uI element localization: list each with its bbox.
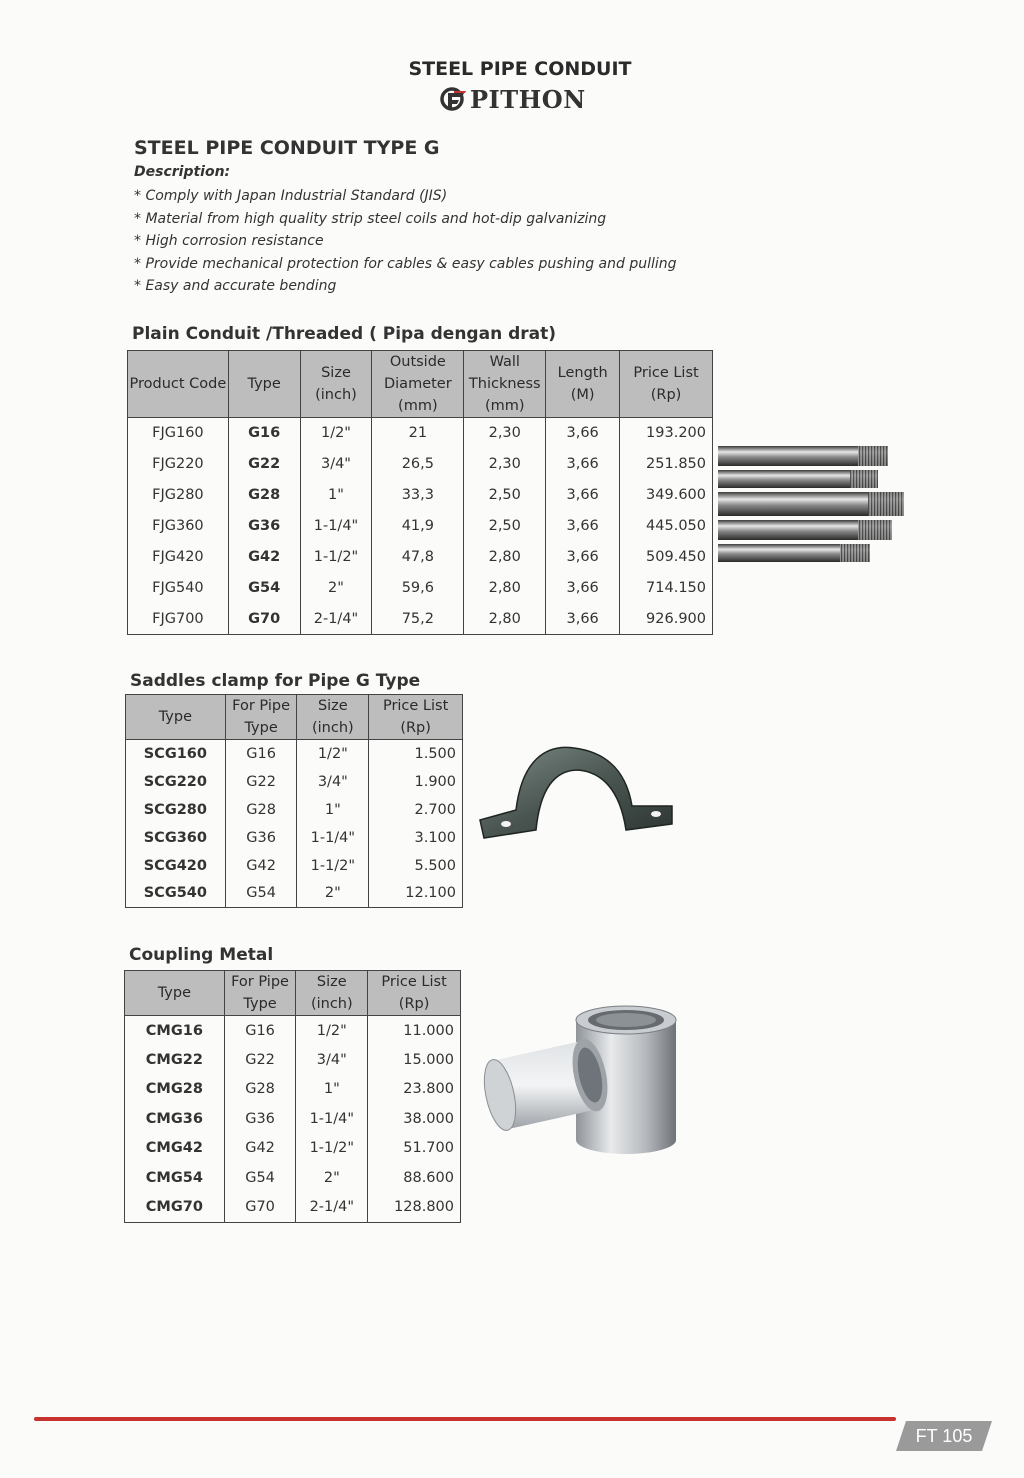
cell-product-code: FJG420 xyxy=(128,542,229,573)
column-header: Product Code xyxy=(128,351,229,418)
pithon-logo-icon xyxy=(440,87,466,111)
cell-outside-diameter: 75,2 xyxy=(372,604,464,635)
section-title: STEEL PIPE CONDUIT TYPE G xyxy=(134,137,440,159)
column-header: Length (M) xyxy=(546,351,620,418)
table-row xyxy=(125,1104,461,1134)
brand-name: PITHON xyxy=(470,84,586,114)
cell-price: 38.000 xyxy=(368,1104,461,1134)
cell-type: G36 xyxy=(228,511,300,542)
cell-type: SCG420 xyxy=(126,852,226,880)
cell-size: 1-1/4" xyxy=(300,511,372,542)
cell-price: 12.100 xyxy=(369,880,463,908)
cell-outside-diameter: 41,9 xyxy=(372,511,464,542)
cell-length: 3,66 xyxy=(546,449,620,480)
cell-price: 88.600 xyxy=(368,1163,461,1193)
column-header: For Pipe Type xyxy=(225,695,297,740)
table-row xyxy=(126,768,463,796)
cell-length: 3,66 xyxy=(546,542,620,573)
table-row xyxy=(125,1016,461,1046)
cell-size: 2" xyxy=(300,573,372,604)
cell-type: SCG160 xyxy=(126,740,226,768)
cell-length: 3,66 xyxy=(546,573,620,604)
cell-product-code: FJG220 xyxy=(128,449,229,480)
cell-type: SCG360 xyxy=(126,824,226,852)
cell-size: 1-1/2" xyxy=(296,1134,368,1164)
cell-type: CMG42 xyxy=(125,1134,225,1164)
description-item: * High corrosion resistance xyxy=(134,233,324,249)
cell-size: 3/4" xyxy=(297,768,369,796)
table-row xyxy=(125,1163,461,1193)
cell-pipe-type: G28 xyxy=(225,796,297,824)
table-row xyxy=(125,1045,461,1075)
cell-pipe-type: G54 xyxy=(225,880,297,908)
footer-rule xyxy=(34,1417,896,1421)
cell-outside-diameter: 26,5 xyxy=(372,449,464,480)
cell-product-code: FJG700 xyxy=(128,604,229,635)
cell-outside-diameter: 33,3 xyxy=(372,480,464,511)
table-row xyxy=(125,1075,461,1105)
table-row xyxy=(126,796,463,824)
saddle-clamp-image xyxy=(476,740,676,850)
threaded-pipes-image xyxy=(718,440,908,570)
column-header: Price List (Rp) xyxy=(368,971,461,1016)
cell-pipe-type: G22 xyxy=(224,1045,296,1075)
cell-price: 714.150 xyxy=(620,573,713,604)
cell-wall-thickness: 2,30 xyxy=(464,418,546,449)
cell-type: CMG22 xyxy=(125,1045,225,1075)
column-header: Size (inch) xyxy=(300,351,372,418)
column-header: Price List (Rp) xyxy=(620,351,713,418)
cell-price: 509.450 xyxy=(620,542,713,573)
cell-price: 23.800 xyxy=(368,1075,461,1105)
plain-conduit-title: Plain Conduit /Threaded ( Pipa dengan drat) xyxy=(132,324,557,344)
cell-size: 1" xyxy=(296,1075,368,1105)
cell-pipe-type: G42 xyxy=(224,1134,296,1164)
cell-product-code: FJG540 xyxy=(128,573,229,604)
column-header: For Pipe Type xyxy=(224,971,296,1016)
description-item: * Material from high quality strip steel coils and hot-dip galvanizing xyxy=(134,210,607,227)
column-header: Wall Thickness (mm) xyxy=(464,351,546,418)
cell-wall-thickness: 2,50 xyxy=(464,480,546,511)
cell-wall-thickness: 2,80 xyxy=(464,604,546,635)
cell-price: 349.600 xyxy=(620,480,713,511)
cell-type: SCG220 xyxy=(126,768,226,796)
cell-size: 1" xyxy=(297,796,369,824)
cell-wall-thickness: 2,30 xyxy=(464,449,546,480)
table-header-row xyxy=(126,695,463,740)
cell-price: 251.850 xyxy=(620,449,713,480)
table-row xyxy=(125,1134,461,1164)
cell-type: G28 xyxy=(228,480,300,511)
cell-wall-thickness: 2,80 xyxy=(464,573,546,604)
cell-type: G22 xyxy=(228,449,300,480)
table-row xyxy=(125,1193,461,1223)
description-item: * Easy and accurate bending xyxy=(134,278,337,294)
cell-product-code: FJG360 xyxy=(128,511,229,542)
saddles-table xyxy=(125,694,463,908)
table-row xyxy=(128,604,713,635)
description-item: * Provide mechanical protection for cables & easy cables pushing and pulling xyxy=(134,255,677,272)
table-row xyxy=(128,480,713,511)
cell-price: 1.900 xyxy=(369,768,463,796)
cell-size: 1-1/2" xyxy=(300,542,372,573)
table-row xyxy=(128,511,713,542)
cell-pipe-type: G22 xyxy=(225,768,297,796)
coupling-title: Coupling Metal xyxy=(129,945,274,965)
cell-price: 445.050 xyxy=(620,511,713,542)
plain-conduit-table xyxy=(127,350,713,635)
column-header: Size (inch) xyxy=(297,695,369,740)
description-item: * Comply with Japan Industrial Standard (JIS) xyxy=(134,188,448,204)
cell-wall-thickness: 2,80 xyxy=(464,542,546,573)
cell-price: 11.000 xyxy=(368,1016,461,1046)
cell-type: SCG540 xyxy=(126,880,226,908)
cell-pipe-type: G16 xyxy=(224,1016,296,1046)
cell-price: 5.500 xyxy=(369,852,463,880)
cell-size: 1/2" xyxy=(296,1016,368,1046)
cell-size: 3/4" xyxy=(296,1045,368,1075)
column-header: Price List (Rp) xyxy=(369,695,463,740)
column-header: Size (inch) xyxy=(296,971,368,1016)
cell-outside-diameter: 21 xyxy=(372,418,464,449)
cell-outside-diameter: 47,8 xyxy=(372,542,464,573)
cell-price: 926.900 xyxy=(620,604,713,635)
cell-price: 193.200 xyxy=(620,418,713,449)
cell-product-code: FJG160 xyxy=(128,418,229,449)
cell-outside-diameter: 59,6 xyxy=(372,573,464,604)
cell-pipe-type: G70 xyxy=(224,1193,296,1223)
cell-pipe-type: G28 xyxy=(224,1075,296,1105)
cell-type: CMG70 xyxy=(125,1193,225,1223)
cell-size: 1-1/2" xyxy=(297,852,369,880)
cell-pipe-type: G54 xyxy=(224,1163,296,1193)
cell-size: 1-1/4" xyxy=(296,1104,368,1134)
table-row xyxy=(126,740,463,768)
cell-price: 2.700 xyxy=(369,796,463,824)
cell-pipe-type: G16 xyxy=(225,740,297,768)
cell-length: 3,66 xyxy=(546,418,620,449)
cell-product-code: FJG280 xyxy=(128,480,229,511)
page-number: FT 105 xyxy=(915,1426,973,1446)
cell-size: 3/4" xyxy=(300,449,372,480)
cell-price: 1.500 xyxy=(369,740,463,768)
column-header: Outside Diameter (mm) xyxy=(372,351,464,418)
cell-price: 3.100 xyxy=(369,824,463,852)
table-header-row xyxy=(125,971,461,1016)
cell-price: 51.700 xyxy=(368,1134,461,1164)
cell-type: CMG28 xyxy=(125,1075,225,1105)
cell-size: 2" xyxy=(296,1163,368,1193)
brand-logo xyxy=(440,84,586,114)
cell-size: 2-1/4" xyxy=(296,1193,368,1223)
cell-price: 128.800 xyxy=(368,1193,461,1223)
cell-size: 1-1/4" xyxy=(297,824,369,852)
table-row xyxy=(128,542,713,573)
document-title: STEEL PIPE CONDUIT xyxy=(408,58,632,80)
cell-type: G70 xyxy=(228,604,300,635)
cell-length: 3,66 xyxy=(546,511,620,542)
cell-size: 1/2" xyxy=(300,418,372,449)
cell-size: 2-1/4" xyxy=(300,604,372,635)
cell-length: 3,66 xyxy=(546,480,620,511)
table-row xyxy=(128,418,713,449)
cell-type: SCG280 xyxy=(126,796,226,824)
table-header-row xyxy=(128,351,713,418)
cell-pipe-type: G36 xyxy=(225,824,297,852)
cell-length: 3,66 xyxy=(546,604,620,635)
cell-type: G16 xyxy=(228,418,300,449)
cell-wall-thickness: 2,50 xyxy=(464,511,546,542)
cell-pipe-type: G36 xyxy=(224,1104,296,1134)
cell-size: 2" xyxy=(297,880,369,908)
column-header: Type xyxy=(126,695,226,740)
description-heading: Description: xyxy=(134,164,231,180)
table-row xyxy=(128,449,713,480)
coupling-metal-image xyxy=(476,1000,686,1160)
cell-size: 1/2" xyxy=(297,740,369,768)
column-header: Type xyxy=(228,351,300,418)
cell-price: 15.000 xyxy=(368,1045,461,1075)
table-row xyxy=(126,824,463,852)
cell-type: CMG54 xyxy=(125,1163,225,1193)
coupling-table xyxy=(124,970,461,1223)
cell-size: 1" xyxy=(300,480,372,511)
saddles-title: Saddles clamp for Pipe G Type xyxy=(130,671,421,691)
cell-type: CMG16 xyxy=(125,1016,225,1046)
cell-type: G54 xyxy=(228,573,300,604)
table-row xyxy=(126,852,463,880)
column-header: Type xyxy=(125,971,225,1016)
cell-type: G42 xyxy=(228,542,300,573)
cell-pipe-type: G42 xyxy=(225,852,297,880)
table-row xyxy=(128,573,713,604)
description-list xyxy=(134,185,677,298)
cell-type: CMG36 xyxy=(125,1104,225,1134)
table-row xyxy=(126,880,463,908)
page-number-badge xyxy=(896,1421,992,1451)
